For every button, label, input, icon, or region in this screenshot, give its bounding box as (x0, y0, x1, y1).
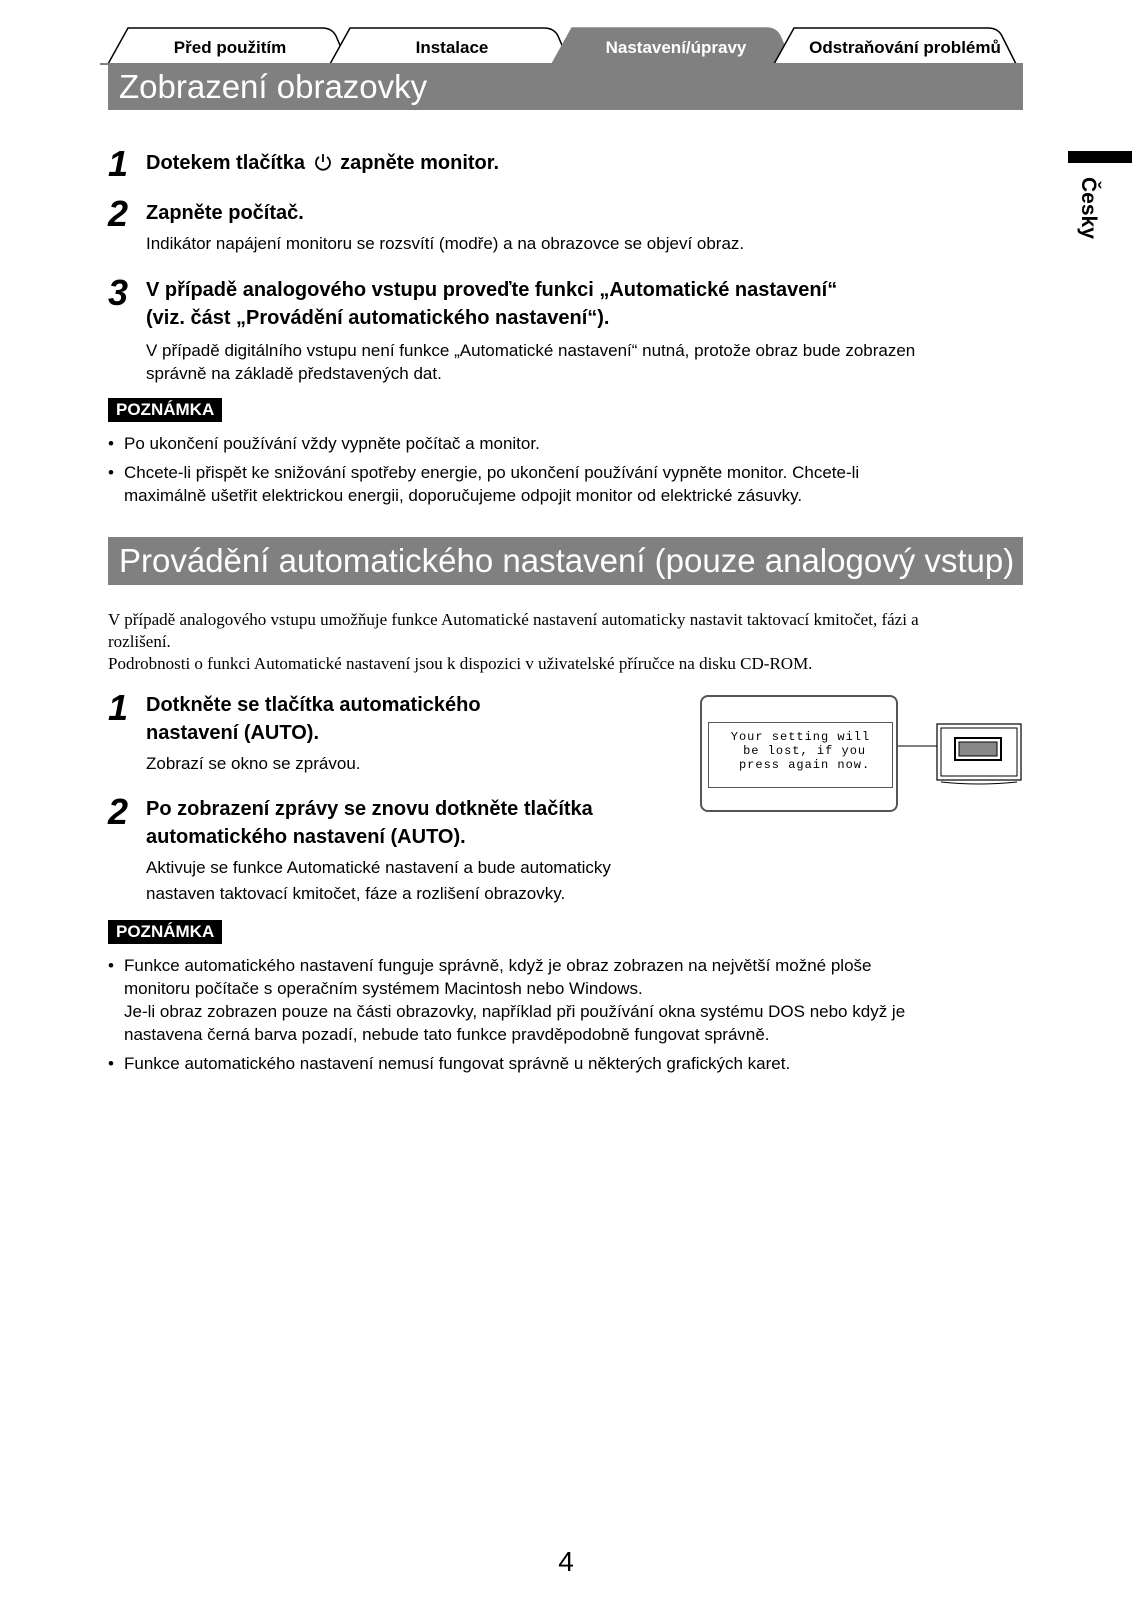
note-badge: POZNÁMKA (108, 920, 222, 944)
step-description-line: nastaven taktovací kmitočet, fáze a rozlišení obrazovky. (146, 884, 566, 903)
note-list (108, 954, 1028, 1081)
note-item: • Funkce automatického nastavení funguje správně, když je obraz zobrazen na největší možné ploše monitoru počítače s operačním systémem Macintosh nebo Windows. Je-li obraz zobrazen pouze na části obrazovky, například při používání okna systému DOS nebo když je nastavena černá barva pozadí, nebude tato funkce pravděpodobně fungovat správně. (108, 954, 1028, 1046)
page-number: 4 (558, 1546, 574, 1577)
tab-installation[interactable]: Instalace (415, 38, 489, 57)
tab-settings[interactable]: Nastavení/úpravy (605, 38, 747, 57)
step-title: Zapněte počítač. (146, 202, 304, 224)
osd-message-text: Your setting will be lost, if you press again now. (730, 730, 871, 772)
note-badge: POZNÁMKA (108, 398, 222, 422)
step-description: Indikátor napájení monitoru se rozsvítí (modře) a na obrazovce se objeví obraz. (146, 234, 745, 253)
step-title-part: zapněte monitor. (340, 152, 499, 174)
note-item: • Chcete-li přispět ke snižování spotřeby energie, po ukončení používání vypněte monitor. Chcete-li maximálně ušetřit elektrickou energii, doporučujeme odpojit monitor od elektrické zásuvky. (108, 461, 1028, 507)
step-description-line: Aktivuje se funkce Automatické nastavení a bude automaticky (146, 858, 611, 877)
step-description-line: V případě digitálního vstupu není funkce „Automatické nastavení“ nutná, protože obraz bude zobrazen (146, 341, 916, 360)
step-title-line: Dotkněte se tlačítka automatického (146, 694, 481, 716)
tab-troubleshooting[interactable]: Odstraňování problémů (809, 38, 1001, 57)
tab-before-use[interactable]: Před použitím (173, 38, 287, 57)
step-title-line: (viz. část „Provádění automatického nastavení“). (146, 307, 610, 329)
note-item: • Po ukončení používání vždy vypněte počítač a monitor. (108, 432, 1028, 455)
intro-line: rozlišení. (108, 632, 171, 651)
intro-line: Podrobnosti o funkci Automatické nastavení jsou k dispozici v uživatelské příručce na disku CD-ROM. (108, 654, 813, 673)
language-label: Česky (1077, 177, 1100, 239)
step-number: 3 (108, 272, 129, 313)
section-title-display: Zobrazení obrazovky (108, 64, 1023, 110)
step-title-line: V případě analogového vstupu proveďte funkci „Automatické nastavení“ (146, 279, 838, 301)
step-number: 1 (108, 143, 129, 184)
power-icon (313, 152, 333, 172)
step-number: 2 (108, 791, 129, 832)
step-title-part: Dotekem tlačítka (146, 152, 305, 174)
step-number: 1 (108, 687, 129, 728)
step-title-line: nastavení (AUTO). (146, 722, 319, 744)
monitor-message (959, 742, 997, 756)
intro-paragraph (108, 609, 1023, 675)
note-item: • Funkce automatického nastavení nemusí fungovat správně u některých grafických karet. (108, 1052, 1028, 1075)
note-list (108, 432, 1028, 513)
step-description: Zobrazí se okno se zprávou. (146, 754, 361, 773)
step-title-line: Po zobrazení zprávy se znovu dotkněte tlačítka (146, 798, 593, 820)
section-title-auto-adjust: Provádění automatického nastavení (pouze analogový vstup) (108, 537, 1023, 585)
step-title (146, 149, 499, 177)
language-marker-bar (1068, 151, 1132, 163)
intro-line: V případě analogového vstupu umožňuje funkce Automatické nastavení automaticky nastavit taktovací kmitočet, fázi a (108, 610, 919, 629)
step-number: 2 (108, 193, 129, 234)
step-description-line: správně na základě představených dat. (146, 364, 442, 383)
step-title-line: automatického nastavení (AUTO). (146, 826, 466, 848)
monitor-illustration (895, 720, 1027, 790)
